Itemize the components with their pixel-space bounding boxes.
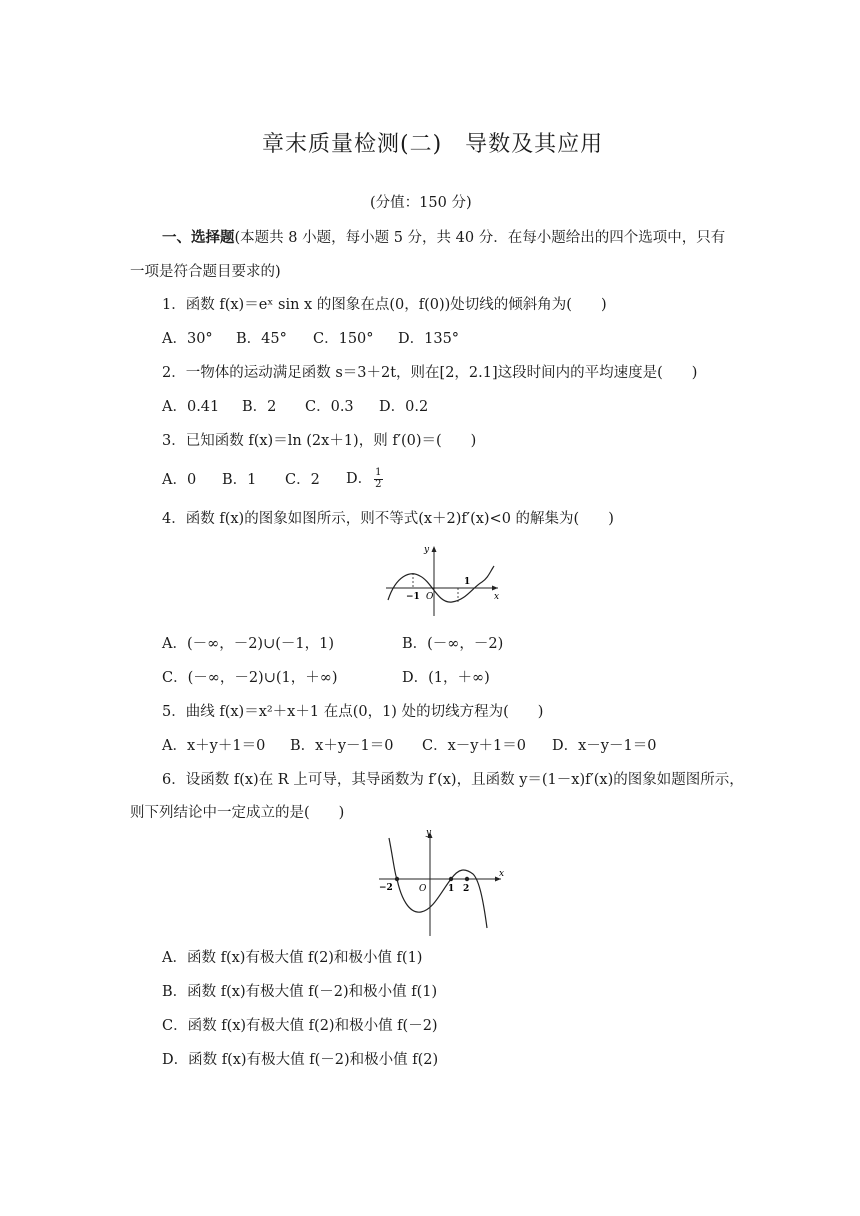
x-axis-label: x [494,592,500,602]
point-2 [465,877,469,881]
section-intro-line2: 一项是符合题目要求的) [130,264,281,280]
origin-label: O [426,592,434,602]
question-1-option-a: A．30° [162,331,213,347]
point-1 [449,877,453,881]
question-2-stem: 2．一物体的运动满足函数 s＝3＋2t，则在[2，2.1]这段时间内的平均速度是( ) [162,365,698,381]
question-6-graph [375,828,515,938]
question-5-option-a: A．x＋y＋1＝0 [162,738,266,754]
question-6-option-b: B．函数 f(x)有极大值 f(－2)和极小值 f(1) [162,984,438,1000]
question-4-option-a: A．(－∞，－2)∪(－1，1) [162,636,335,652]
tick-label-1: 1 [464,577,471,587]
question-3-option-a: A．0 [162,472,197,488]
question-3-option-c: C．2 [285,472,320,488]
question-6-option-c: C．函数 f(x)有极大值 f(2)和极小值 f(－2) [162,1018,438,1034]
question-3-option-b: B．1 [222,472,257,488]
question-5-option-c: C．x－y＋1＝0 [422,738,526,754]
x-axis-label: x [499,869,505,879]
question-4-option-c: C．(－∞，－2)∪(1，＋∞) [162,670,338,686]
one-half-fraction [374,468,382,490]
y-axis-label: y [426,828,432,838]
section-heading: 一、选择题 [162,229,235,246]
question-1-option-d: D．135° [398,331,460,347]
x-axis-arrow [492,586,498,591]
question-4-option-d: D．(1，＋∞) [402,670,490,686]
question-6-option-d: D．函数 f(x)有极大值 f(－2)和极小值 f(2) [162,1052,439,1068]
question-4-option-b: B．(－∞，－2) [402,636,504,652]
score-note: (分值：150 分) [370,195,472,211]
question-5-option-d: D．x－y－1＝0 [552,738,657,754]
function-curve [389,838,487,928]
function-curve [388,566,494,602]
question-2-option-a: A．0.41 [162,399,220,415]
origin-label: O [419,884,427,894]
question-6-stem-line1: 6．设函数 f(x)在 R 上可导，其导函数为 f′(x)，且函数 y＝(1－x)f′(x)的图象如题图所示， [162,772,744,788]
fraction-denominator: 2 [375,478,382,490]
question-2-option-c: C．0.3 [305,399,354,415]
question-1-stem: 1．函数 f(x)＝eˣ sin x 的图象在点(0，f(0))处切线的倾斜角为( ) [162,297,607,313]
question-3-option-d [346,468,383,490]
y-axis-label: y [424,545,430,555]
question-1-option-c: C．150° [313,331,374,347]
question-6-stem-line2: 则下列结论中一定成立的是( ) [130,805,345,821]
fraction-numerator: 1 [375,467,382,478]
point-neg2 [395,877,399,881]
question-2-option-b: B．2 [242,399,277,415]
y-axis-arrow [432,546,437,552]
section-intro-text: (本题共 8 小题，每小题 5 分，共 40 分．在每小题给出的四个选项中，只有 [234,230,726,246]
question-3-option-d-label: D． [346,471,373,487]
section-intro-line1 [162,231,725,246]
question-4-stem: 4．函数 f(x)的图象如图所示，则不等式(x＋2)f′(x)<0 的解集为( ) [162,511,614,527]
question-2-option-d: D．0.2 [379,399,429,415]
question-4-graph [380,540,510,620]
question-1-option-b: B．45° [236,331,287,347]
page-title: 章末质量检测(二) 导数及其应用 [262,132,604,157]
question-3-stem: 3．已知函数 f(x)＝ln (2x＋1)，则 f′(0)＝( ) [162,433,477,449]
question-6-option-a: A．函数 f(x)有极大值 f(2)和极小值 f(1) [162,950,423,966]
tick-label-1: 1 [448,884,455,894]
question-5-stem: 5．曲线 f(x)＝x²＋x＋1 在点(0，1) 处的切线方程为( ) [162,704,544,720]
tick-label-neg1: −1 [406,592,420,602]
question-5-option-b: B．x＋y－1＝0 [290,738,394,754]
tick-label-2: 2 [463,884,470,894]
tick-label-neg2: −2 [379,883,393,893]
